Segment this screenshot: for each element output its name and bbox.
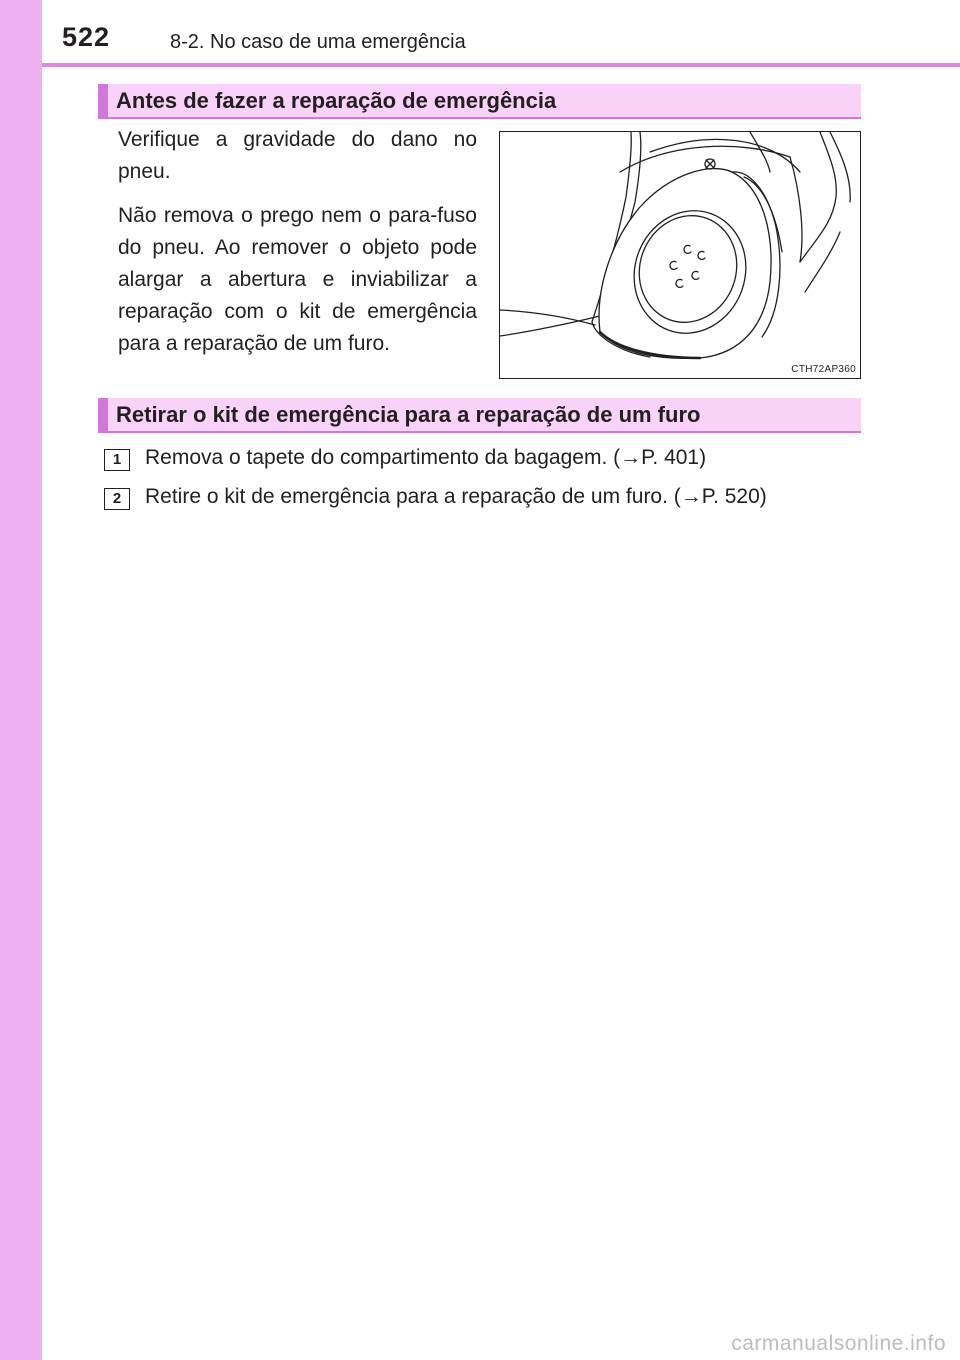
header-divider [42,63,960,67]
page-number: 522 [62,22,111,52]
tire-with-nail-illustration [500,132,860,378]
watermark: carmanualsonline.info [731,1332,946,1355]
paragraph-do-not-remove-nail: Não remova o prego nem o para-fuso do pneu. Ao remover o objeto pode alargar a abertura e inviabilizar a reparação com o kit de emergência para a reparação de um furo. [118,204,477,355]
step-number-badge: 1 [104,449,130,471]
paragraph-check-damage: Verifique a gravidade do dano no pneu. [118,128,477,183]
section-heading-remove-kit: Retirar o kit de emergência para a reparação de um furo [98,398,861,433]
step-text: Remova o tapete do compartimento da bagagem. (→P. 401) [145,446,707,469]
section-heading-before-repair: Antes de fazer a reparação de emergência [98,84,861,119]
step-text: Retire o kit de emergência para a reparação de um furo. (→P. 520) [145,485,767,508]
chapter-title: 8-2. No caso de uma emergência [170,31,466,53]
side-color-band [0,0,42,1360]
step-number-badge: 2 [104,488,130,510]
figure-code: CTH72AP360 [791,364,856,375]
tire-figure [499,131,861,379]
